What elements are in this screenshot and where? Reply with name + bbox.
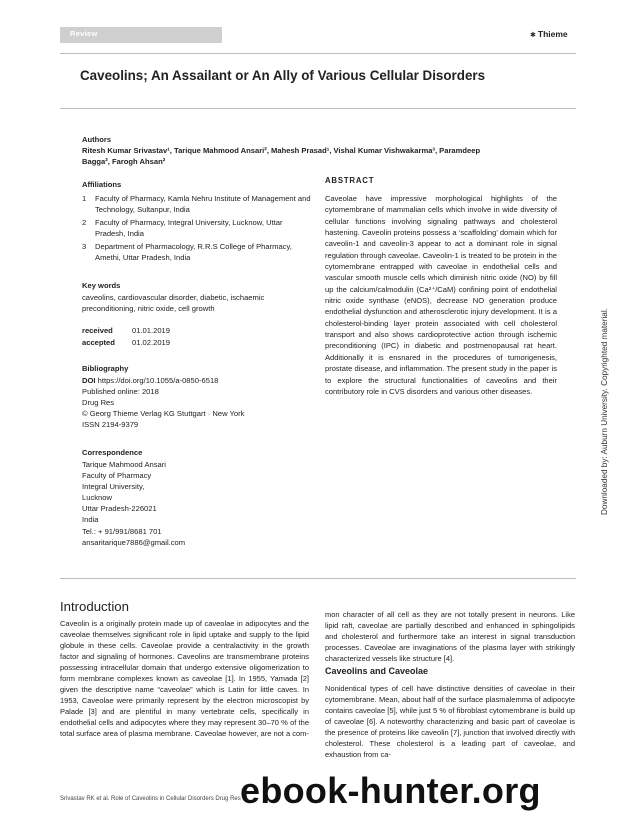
affiliation-item	[82, 193, 314, 215]
correspondence-block	[82, 459, 314, 548]
authors-names: Ritesh Kumar Srivastav¹, Tarique Mahmood Ansari², Mahesh Prasad¹, Vishal Kumar Vishwakarma³, Paramdeep Bagga², Farogh Ahsan²	[82, 146, 481, 167]
journal-name: Drug Res	[82, 398, 115, 408]
affiliation-text: Faculty of Pharmacy, Kamla Nehru Institute of Management and Technology, Sultanpur, India	[95, 194, 311, 215]
correspondence-line: Lucknow	[82, 493, 112, 503]
publisher-name: Thieme	[537, 29, 568, 39]
page-footer: Srivastav RK et al. Role of Caveolins in Cellular Disorders Drug Res	[60, 796, 241, 802]
introduction-column-1: Caveolin is a originally protein made up of caveolae in adipocytes and the caveolae themselves significant role in lipid uptake and supply to the lipid globule in these cells. Caveolae provide a centralactivity in the growth factor and signaling of hormones. Caveolins are transmembrane proteins possessing intracellular domain that undergo extensive oligomerization to form membrane complexes known as caveolae [1]. In 1955, Yamada [2] given the descriptive name “caveolae” which is Latin for little caves. In 1953, Caveolae were primarily represent by the electron microscopist by Palade [3] and are plentiful in many vertebrate cells, specifically in endothelial cells and adipocytes where they may represent 30–70 % of the total surface area of plasma membrane. Caveolae however, are not a com-	[60, 619, 309, 739]
correspondence-name: Tarique Mahmood Ansari	[82, 460, 166, 469]
section-heading-caveolins: Caveolins and Caveolae	[325, 666, 429, 676]
affiliation-item	[82, 217, 314, 239]
keywords-label: Key words	[82, 281, 121, 290]
abstract-text: Caveolae have impressive morphological highlights of the cytomembrane of mammalian cells which involve in wide diversity of cellular functions involving signaling pathways and cholesterol hastening. Caveolin proteins possess a ‘scaffolding’ domain which for caveolin-1 and caveolin-3 appear to act a dominant role in signal regulation through caveolae. Caveolin-1 is treated to be protein in the cytomembrane entrapped with caveolae in endothelial cells and vascular smooth muscle cells which diminish nitric oxide (NO) by fill up the calcium/calmodulin (Ca²⁺/CaM) confining point of endothelial nitric oxide synthase (eNOS), decrease NO generation produce endothelial dysfunction and atherosclerotic injury development. It is a cholesterol-binding layer protein associated with cell cholesterol transport and also shows cardioprotective action through ischemic preconditioning (IPC) in diabetic and postmenopausal rat heart. Additionally it is ensnared in the procedures of tumorigenesis, prostate disease, and inflammation. The present study in the paper is to explore the structural functionalities of caveolins and their contributory role in CVS disorders and various other diseases.	[325, 194, 557, 396]
issn-line: ISSN 2194-9379	[82, 420, 139, 430]
review-badge-label: Review	[70, 29, 98, 38]
doi-label: DOI	[82, 376, 96, 385]
affiliation-number: 3	[82, 242, 87, 252]
correspondence-line: Uttar Pradesh-226021	[82, 504, 157, 514]
accepted-row	[82, 337, 282, 349]
affiliation-number: 1	[82, 194, 87, 203]
affiliation-text: Faculty of Pharmacy, Integral University, Lucknow, Uttar Pradesh, India	[95, 218, 283, 239]
abstract-label: ABSTRACT	[325, 176, 375, 185]
dates-block	[82, 325, 282, 348]
copyright-line: © Georg Thieme Verlag KG Stuttgart · New York	[82, 409, 245, 419]
received-row	[82, 325, 282, 337]
correspondence-email[interactable]: ansaritarique7886@gmail.com	[82, 537, 186, 547]
download-notice: Downloaded by: Auburn University. Copyrighted material.	[600, 308, 609, 515]
doi-line	[82, 375, 314, 386]
publisher-logo	[530, 29, 568, 39]
header-divider	[60, 53, 576, 54]
correspondence-line: Integral University,	[82, 482, 145, 492]
affiliation-item	[82, 241, 314, 263]
affiliation-number: 2	[82, 218, 87, 228]
thieme-star-icon: ✱	[530, 32, 536, 39]
bibliography-label: Bibliography	[82, 364, 129, 373]
published-line: Published online: 2018	[82, 387, 159, 397]
correspondence-line: India	[82, 515, 99, 525]
received-date: 01.01.2019	[132, 326, 171, 335]
received-label: received	[82, 326, 113, 335]
keywords-text: caveolins, cardiovascular disorder, diabetic, ischaemic preconditioning, nitric oxide, cell growth	[82, 293, 265, 314]
authors-block	[82, 134, 502, 167]
accepted-date: 01.02.2019	[132, 337, 171, 347]
title-divider	[60, 108, 576, 109]
review-badge	[60, 27, 222, 43]
introduction-column-2: mon character of all cell as they are not totally present in neurons. Like lipid raft, caveolae are partially described and enhanced in sphingolipids and cholesterol and furthermore take an interest in signal transduction processes. Caveolae are invaginations of the plasma layer with strikingly characterized vessels like structure [4].	[325, 610, 575, 664]
accepted-label: accepted	[82, 337, 115, 347]
caveolins-section-text: Nonidentical types of cell have distinctive densities of caveolae in their cytomembrane. Mean, about half of the surface plasmalemma of adipocyte contains caveolae [5], while just 5 % of fibroblast cytomembrane is build up of caveolae [6]. A noteworthy characterizing and basic part of caveolae is the presence of proteins like caveolin [7], junction that involved directly with cholesterol. These cholesterol is a leading part of caveolae, and exhaustion from ca-	[325, 684, 575, 760]
article-title: Caveolins; An Assailant or An Ally of Various Cellular Disorders	[80, 68, 486, 83]
correspondence-line: Faculty of Pharmacy	[82, 471, 152, 481]
affiliation-text: Department of Pharmacology, R.R.S College of Pharmacy, Amethi, Uttar Pradesh, India	[95, 242, 292, 263]
watermark: ebook-hunter.org	[240, 770, 541, 811]
section-divider	[60, 578, 576, 579]
affiliations-label: Affiliations	[82, 180, 122, 189]
doi-link[interactable]: https://doi.org/10.1055/a-0850-6518	[97, 376, 219, 385]
bibliography-block	[82, 375, 314, 430]
introduction-heading: Introduction	[60, 599, 129, 614]
correspondence-phone: Tel.: + 91/991/8681 701	[82, 526, 162, 536]
affiliations-list	[82, 193, 314, 266]
correspondence-label: Correspondence	[82, 448, 143, 457]
authors-label: Authors	[82, 135, 112, 144]
